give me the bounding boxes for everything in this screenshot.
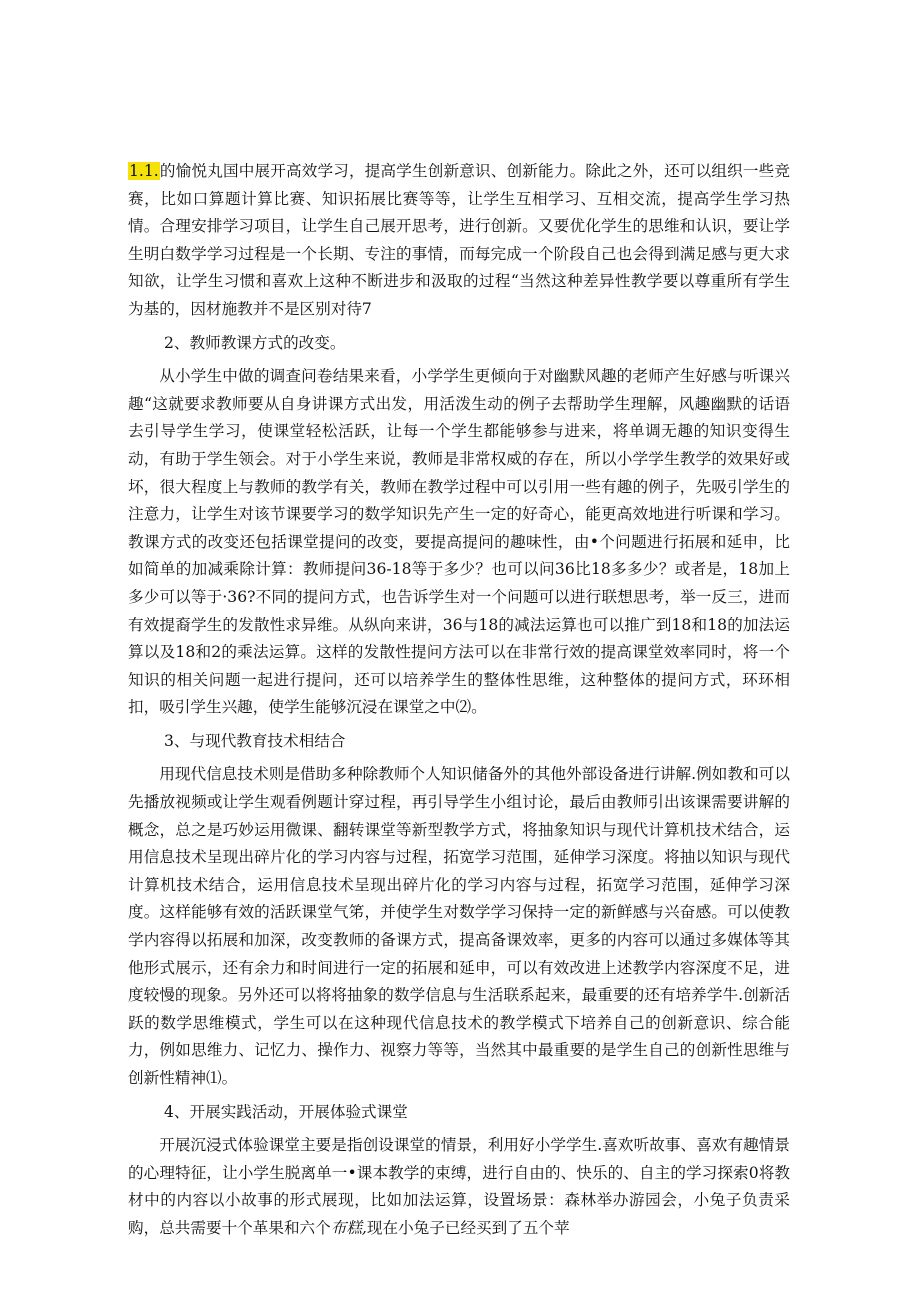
section-heading-2: 2、教师教课方式的改变。 bbox=[164, 333, 346, 352]
paragraph-3: 用现代信息技术则是借助多种除教师个人知识储备外的其他外部设备进行讲解.例如教和可以先播放视频或让学生观看例题计穿过程，再引导学生小组讨论，最后由教师引出该课需要讲解的概念，总之是巧妙运用微课、翻转课堂等新型教学方式，将抽象知识与现代计算机技术结合，运用信息技术呈现出碎片化的学习内容与过程，拓宽学习范围，延伸学习深度。将抽以知识与现代计算机技术结合，运用信息技术呈现出碎片化的学习内容与过程，拓宽学习范围，延伸学习深度。这样能够有效的活跃课堂气笫，并使学生对数学学习保持一定的新鲜感与兴奋感。可以使教学内容得以拓展和加深，改变教师的备课方式，提高备课效率，更多的内容可以通过多媒体等其他形式展示，还有余力和时间进行一定的拓展和延申，可以有效改进上述教学内容深度不足，进度较慢的现象。另外还可以将将抽象的数学信息与生活联系起来，最重要的还有培养学牛.创新活跃的数学思维模式，学生可以在这种现代信息技术的教学模式下培养自己的创新意识、综合能力，例如思维力、记忆力、操作力、视察力等等，当然其中最重要的是学生自己的创新性思维与创新性精神⑴。 bbox=[128, 765, 790, 1087]
paragraph-1-text: 的愉悦丸国中展开高效学习，提高学生创新意识、创新能力。除此之外，还可以组织一些竞赛，比如口算题计算比赛、知识拓展比赛等等，让学生互相学习、互相交流，提高学生学习热情。合理安排学习项目，让学生自己展开思考，进行创新。又要优化学生的思维和认识，要让学生明白数学学习过程是一个长期、专注的事情，而每完成一个阶段自己也会得到满足感与更大求知欲，让学生习惯和喜欢上这种不断进步和汲取的过程“当然这种差异性教学要以尊重所有学生为基的，因材施教并不是区别对待7 bbox=[128, 162, 790, 318]
paragraph-4 bbox=[128, 1132, 790, 1242]
paragraph-4-italic-text: 布糕, bbox=[330, 1218, 367, 1237]
section-heading-3: 3、与现代教育技术相结合 bbox=[164, 731, 346, 750]
document-page bbox=[128, 158, 790, 1243]
highlighted-section-marker: 1.1. bbox=[129, 162, 159, 180]
section-heading-4: 4、开展实践活动，开展体验式课堂 bbox=[164, 1102, 408, 1121]
paragraph-4-text-before: 开展沉浸式体验课堂主要是指创设课堂的情景，利用好小学学生.喜欢听故事、喜欢有趣情景的心理特征，让小学生脱离单一•课本教学的束缚，进行自由的、快乐的、自主的学习探索0将教材中的内容以小故事的形式展现，比如加法运算，设置场景：森林举办游园会，小兔子负责采购，总共需要十个革果和六个 bbox=[128, 1136, 790, 1237]
paragraph-4-text-after: 现在小兔子已经买到了五个苹 bbox=[366, 1218, 570, 1237]
paragraph-2: 从小学生中做的调查问卷结果来看，小学学生更倾向于对幽默风趣的老师产生好感与听课兴趣“这就要求教师要从自身讲课方式出发，用活泼生动的例子去帮助学生理解，风趣幽默的话语去引导学生学习，使课堂轻松活跃，让每一个学生都能够参与进来，将单调无趣的知识变得生动，有助于学生领会。对于小学生来说，教师是非常权威的存在，所以小学学生教学的效果好或坏，很大程度上与教师的教学有关，教师在教学过程中可以引用一些有趣的例子，先吸引学生的注意力，让学生对该节课要学习的数学知识先产生一定的好奇心，能更高效地进行听课和学习。教课方式的改变还包括课堂提问的改变，要提高提问的趣味性，由•个问题进行拓展和延申，比如简单的加减乘除计算：教师提问36-18等于多少？也可以问36比18多多少？或者是，18加上多少可以等于·36?不同的提问方式，也告诉学生对一个问题可以进行联想思考，举一反三，进而有效提裔学生的发散性求异维。从纵向来讲，36与18的减法运算也可以推广到18和18的加法运算以及18和2的乘法运算。这样的发散性提问方法可以在非常行效的提高课堂效率同时，将一个知识的相关问题一起进行提问，还可以培养学生的整体性思维，这种整体的提问方式，环环相扣，吸引学生兴趣，使学生能够沉浸在课堂之中⑵。 bbox=[128, 367, 790, 717]
paragraph-1 bbox=[128, 158, 790, 324]
